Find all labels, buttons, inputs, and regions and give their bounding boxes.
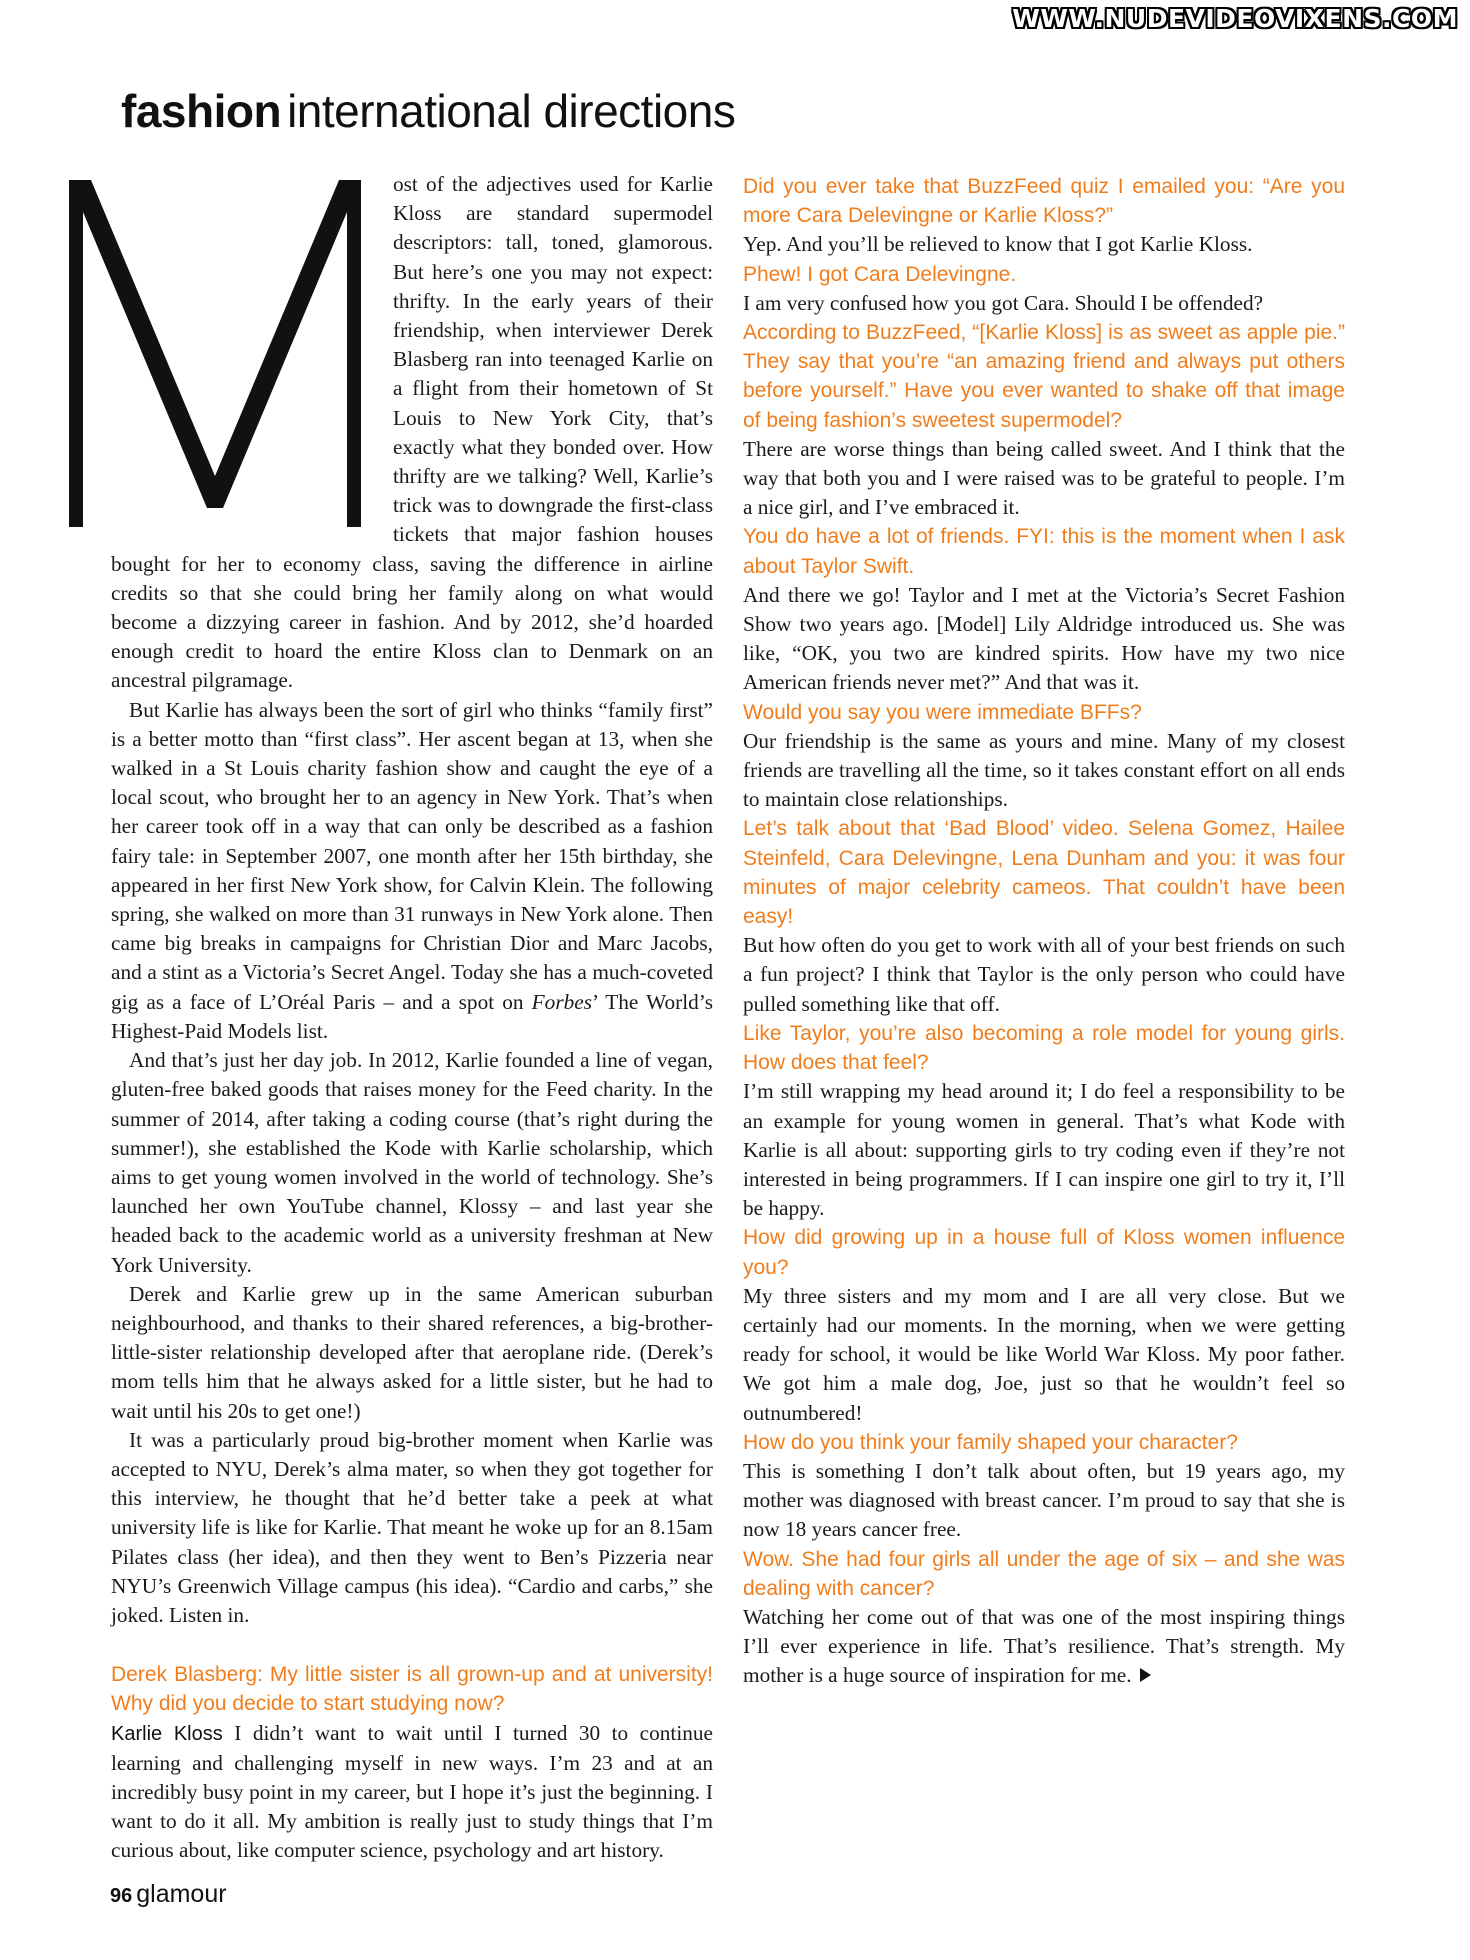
body-paragraph-4: Derek and Karlie grew up in the same American suburban neighbourhood, and thanks to their shared references, a big-brother-little-sister relationship developed after that aeroplane ride. (Derek’s mom tells him that he always asked for a little sister, but he had to wait until his 20s to get one!) <box>111 1281 713 1423</box>
answer-6: Our friendship is the same as yours and mine. Many of my closest friends are travelling all the time, so it takes constant effort on all ends to maintain close relationships. <box>743 728 1345 812</box>
question-8: Like Taylor, you’re also becoming a role model for young girls. How does that feel? <box>743 1021 1345 1075</box>
answer-4: There are worse things than being called sweet. And I think that the way that both you and I were raised was to be grateful to people. I’m a nice girl, and I’ve embraced it. <box>743 436 1345 520</box>
answer-5: And there we go! Taylor and I met at the Victoria’s Secret Fashion Show two years ago. [Model] Lily Aldridge introduced us. She was like, “OK, you two are kindred spirits. How have my two nice American friends never met?” And that was it. <box>743 582 1345 695</box>
question-3: Phew! I got Cara Delevingne. <box>743 262 1017 286</box>
answer-speaker: Karlie Kloss <box>111 1722 223 1745</box>
question-9: How did growing up in a house full of Kloss women influence you? <box>743 1226 1345 1279</box>
article-column-right <box>743 172 1345 1691</box>
magazine-name: glamour <box>136 1880 227 1908</box>
drop-cap-m <box>67 172 363 529</box>
question-4: According to BuzzFeed, “[Karlie Kloss] is as sweet as apple pie.” They say that you’re “an amazing friend and always put others before yourself.” Have you ever wanted to shake off that image of being fashion’s sweetest supermodel? <box>743 321 1345 432</box>
forbes-italic: Forbes <box>531 989 593 1014</box>
answer-3: I am very confused how you got Cara. Should I be offended? <box>743 290 1264 315</box>
intro-paragraph: ost of the adjectives used for Karlie Kloss are standard supermodel descriptors: tall, toned, glamorous. But here’s one you may not expect: thrifty. In the early years of their friendship, when interviewer Derek Blasberg ran into teenaged Karlie on a flight from their hometown of St Louis to New York City, that’s exactly what they bonded over. How thrifty are we talking? Well, Karlie’s trick was to downgrade the first-class tickets that major fashion houses bought for her to economy class, saving the difference in airline credits so that she could bring her family along on what would become a dizzying career in fashion. And by 2012, she’d hoarded enough credit to hoard the entire Kloss clan to Denmark on an ancestral pilgramage. <box>111 172 713 693</box>
body-paragraph-3: And that’s just her day job. In 2012, Karlie founded a line of vegan, gluten-free baked goods that raises money for the Feed charity. In the summer of 2014, after taking a coding course (that’s right during the summer!), she established the Kode with Karlie scholarship, which aims to get young women involved in the world of technology. She’s launched her own YouTube channel, Klossy – and last year she headed back to the academic world as a university freshman at New York University. <box>111 1048 713 1277</box>
answer-10: This is something I don’t talk about often, but 19 years ago, my mother was diagnosed with breast cancer. I’m proud to say that she is now 18 years cancer free. <box>743 1458 1345 1542</box>
question-10: How do you think your family shaped your character? <box>743 1430 1238 1454</box>
right-triangle-icon <box>1140 1668 1151 1682</box>
body-paragraph-2: But Karlie has always been the sort of girl who thinks “family first” is a better motto than “first class”. Her ascent began at 13, when she walked in a St Louis charity fashion show and caught the eye of a local scout, who brought her to an agency in New York. That’s when her career took off in a way that can only be described as a fashion fairy tale: in September 2007, one month after her 15th birthday, she appeared in her first New York show, for Calvin Klein. The following spring, she walked on more than 31 runways in New York alone. Then came big breaks in campaigns for Christian Dior and Marc Jacobs, and a stint as a Victoria’s Secret Angel. Today she has a much-coveted gig as a face of L’Oréal Paris – and a spot on Forbes’ The World’s Highest-Paid Models list. <box>111 697 714 1043</box>
section-title: fashion <box>121 85 282 137</box>
page-footer <box>110 1880 227 1909</box>
answer-8: I’m still wrapping my head around it; I do feel a responsibility to be an example for young women in general. That’s what Kode with Karlie is all about: supporting girls to try coding even if they’re not interested in being programmers. If I can inspire one girl to try it, I’ll be happy. <box>743 1079 1345 1221</box>
answer-1: Karlie Kloss I didn’t want to wait until I turned 30 to continue learning and challenging myself in new ways. I’m 23 and at an incredibly busy point in my career, but I hope it’s just the beginning. I want to do it all. My ambition is really just to study things that I’m curious about, like computer science, psychology and art history. <box>111 1720 713 1863</box>
answer-2: Yep. And you’ll be relieved to know that I got Karlie Kloss. <box>743 232 1253 257</box>
answer-11: Watching her come out of that was one of the most inspiring things I’ll ever experience in life. That’s resilience. That’s strength. My mother is a huge source of inspiration for me. <box>743 1604 1345 1688</box>
section-subtitle: international directions <box>287 85 736 137</box>
page-number: 96 <box>110 1885 133 1907</box>
question-7: Let’s talk about that ‘Bad Blood’ video. Selena Gomez, Hailee Steinfeld, Cara Delevingne, Lena Dunham and you: it was four minutes of major celebrity cameos. That couldn’t have been easy! <box>743 817 1345 929</box>
question-6: Would you say you were immediate BFFs? <box>743 700 1142 724</box>
question-11: Wow. She had four girls all under the age of six – and she was dealing with cancer? <box>743 1547 1345 1600</box>
question-1: Derek Blasberg: My little sister is all grown-up and at university! Why did you decide to start studying now? <box>111 1663 713 1716</box>
watermark: WWW.NUDEVIDEOVIXENS.COM <box>1012 4 1458 33</box>
answer-9: My three sisters and my mom and I are all very close. But we certainly had our moments. In the morning, when we were getting ready for school, it would be like World War Kloss. My poor father. We got him a male dog, Joe, just so that he wouldn’t feel so outnumbered! <box>743 1283 1345 1425</box>
section-header <box>121 84 735 138</box>
question-2: Did you ever take that BuzzFeed quiz I emailed you: “Are you more Cara Delevingne or Karlie Kloss?” <box>743 175 1345 228</box>
question-5: You do have a lot of friends. FYI: this is the moment when I ask about Taylor Swift. <box>743 525 1345 578</box>
body-paragraph-5: It was a particularly proud big-brother moment when Karlie was accepted to NYU, Derek’s alma mater, so when they got together for this interview, he thought that he’d better take a peek at what university life is like for Karlie. That meant he woke up for an 8.15am Pilates class (her idea), and then they went to Ben’s Pizzeria near NYU’s Greenwich Village campus (his idea). “Cardio and carbs,” she joked. Listen in. <box>111 1427 713 1627</box>
article-column-left <box>111 170 713 1866</box>
answer-7: But how often do you get to work with all of your best friends on such a fun project? I think that Taylor is the only person who could have pulled something like that off. <box>743 933 1345 1016</box>
